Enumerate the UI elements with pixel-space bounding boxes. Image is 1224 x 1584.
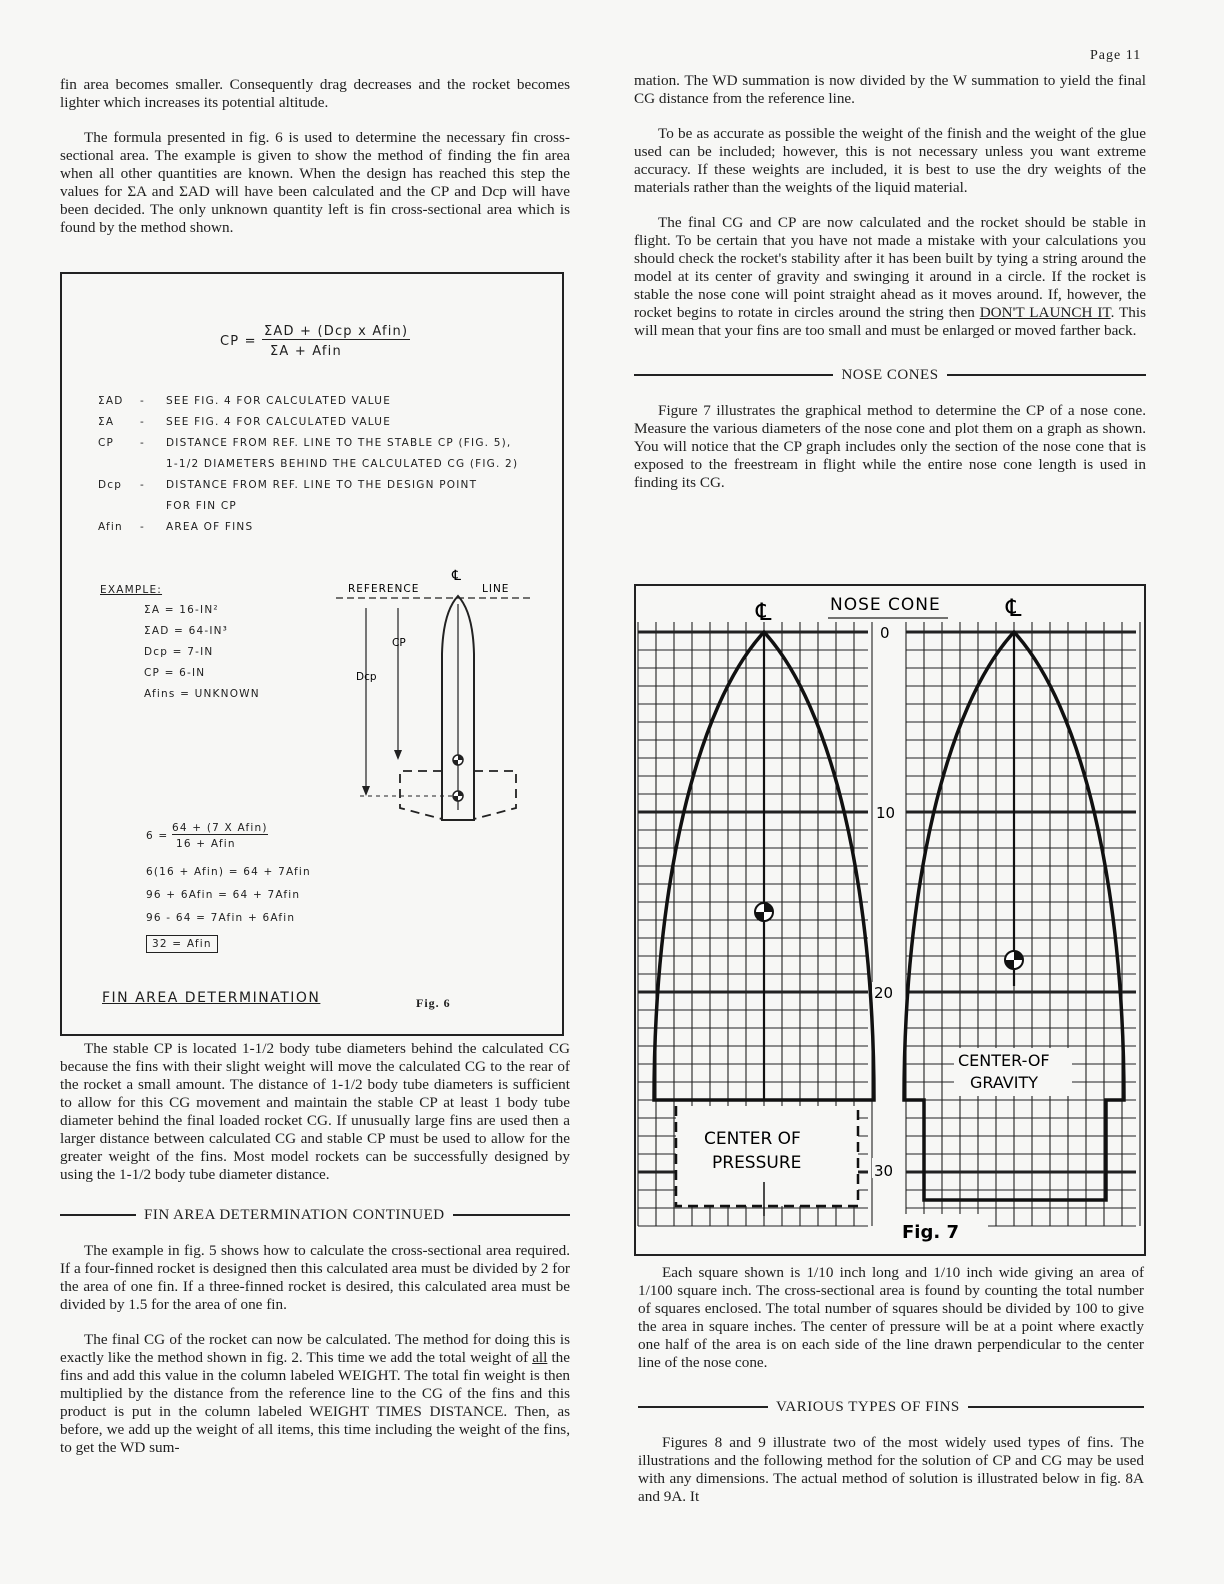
cg-label-line1: CENTER-OF	[958, 1051, 1050, 1070]
formula-numerator: ΣAD + (Dcp x Afin)	[264, 324, 409, 339]
centerline-symbol: ℄	[452, 568, 461, 584]
nose-cone-graph	[636, 586, 1144, 1254]
paragraph: To be as accurate as possible the weight of the finish and the weight of the glue used can be included; however, this is not necessary unless you want extreme accuracy. If these weights are included, it is best to use the dry weights of the materials rather than the weights of the liquid material.	[634, 125, 1146, 196]
definition-row: Dcp - DISTANCE FROM REF. LINE TO THE DESIGN POINT	[98, 478, 478, 491]
figure-6-label: Fig. 6	[416, 996, 451, 1010]
cp-dimension-label: CP	[392, 637, 406, 649]
formula-lhs: CP =	[220, 334, 257, 349]
nose-cone-title: NOSE CONE	[830, 595, 941, 615]
section-heading: NOSE CONES	[634, 366, 1146, 384]
answer-box: 32 = Afin	[146, 935, 218, 953]
definition-row: FOR FIN CP	[166, 499, 237, 512]
cg-label-line2: GRAVITY	[970, 1073, 1038, 1092]
figure-6-title: FIN AREA DETERMINATION	[102, 990, 321, 1006]
scale-label-30: 30	[874, 1162, 894, 1180]
cp-label-line1: CENTER OF	[704, 1129, 801, 1149]
definition-row: ΣA - SEE FIG. 4 FOR CALCULATED VALUE	[98, 415, 392, 428]
definition-row: ΣAD - SEE FIG. 4 FOR CALCULATED VALUE	[98, 394, 392, 407]
figure-7-label: Fig. 7	[902, 1222, 959, 1243]
right-column-top	[634, 72, 1146, 509]
paragraph: mation. The WD summation is now divided by the W summation to yield the final CG distance from the reference line.	[634, 72, 1146, 107]
section-heading: VARIOUS TYPES OF FINS	[638, 1398, 1144, 1416]
paragraph: The final CG and CP are now calculated and the rocket should be stable in flight. To be certain that you have not made a mistake with your calculations you should check the rocket's stability after it has been built by tying a string around the model at its center of gravity and swinging it around in a circle. If the rocket is stable the nose cone will point straight ahead as it moves around. If, however, the rocket begins to rotate in circles around the string then DON'T LAUNCH IT. This will mean that your fins are too small and must be enlarged or moved farther back.	[634, 214, 1146, 339]
scale-label-10: 10	[876, 804, 896, 822]
figure-6	[60, 272, 564, 1036]
page-number: Page 11	[1090, 48, 1142, 63]
equation-denominator: 16 + Afin	[176, 838, 236, 850]
example-values: ΣA = 16-IN² ΣAD = 64-IN³ Dcp = 7-IN CP = 6-IN Afins = UNKNOWN	[144, 604, 260, 700]
paragraph: The example in fig. 5 shows how to calculate the cross-sectional area required. If a four-finned rocket is designed then this calculated area must be divided by 2 for the area of one fin. If a three-finned rocket is desired, this calculated area must be divided by 1.5 for the area of one fin.	[60, 1242, 570, 1313]
right-column-bottom	[638, 1264, 1144, 1523]
cp-label-line2: PRESSURE	[712, 1153, 802, 1173]
paragraph: Each square shown is 1/10 inch long and 1/10 inch wide giving an area of 1/100 square inch. The cross-sectional area is found by counting the total number of squares enclosed. The total number of squares should be divided by 100 to give the area in square inches. The center of pressure will be at a point where exactly one half of the area is on each side of the line drawn perpendicular to the center line of the nose cone.	[638, 1264, 1144, 1371]
equation-lhs: 6 =	[146, 830, 169, 842]
figure-7	[634, 584, 1146, 1256]
centerline-symbol-left: ℄	[756, 598, 772, 626]
definition-row: CP - DISTANCE FROM REF. LINE TO THE STABLE CP (FIG. 5),	[98, 436, 512, 449]
equation-numerator: 64 + (7 X Afin)	[172, 822, 268, 834]
left-column-bottom	[60, 1040, 570, 1474]
paragraph: The stable CP is located 1-1/2 body tube diameters behind the calculated CG because the fins with their slight weight will move the calculated CG to the rear of the rocket a small amount. The distance of 1-1/2 body tube diameters is sufficient to allow for this CG movement and maintain the stable CP at least 1 body tube diameter behind the final loaded rocket CG. If unusually large fins are used then a larger distance between calculated CG and stable CP must be used to allow for the greater weight of the fins. Most model rockets can be successfully designed by using the 1-1/2 body tube diameter distance.	[60, 1040, 570, 1183]
section-heading: FIN AREA DETERMINATION CONTINUED	[60, 1206, 570, 1224]
scale-label-0: 0	[880, 624, 890, 642]
paragraph: The final CG of the rocket can now be calculated. The method for doing this is exactly like the method shown in fig. 2. This time we add the total weight of all the fins and add this value in the column labeled WEIGHT. The total fin weight is then multiplied by the distance from the reference line to the CG of the fins and this product is put in the column labeled WEIGHT TIMES DISTANCE. Then, as before, we add up the weight of all items, this time including the weight of the fins, to get the WD sum-	[60, 1331, 570, 1456]
definition-row: 1-1/2 DIAMETERS BEHIND THE CALCULATED CG (FIG. 2)	[166, 457, 519, 470]
dcp-dimension-label: Dcp	[356, 671, 377, 683]
paragraph: Figures 8 and 9 illustrate two of the most widely used types of fins. The illustrations and the following method for the solution of CP and CG may be used with any dimensions. The actual method of solution is illustrated below in fig. 8A and 9A. It	[638, 1434, 1144, 1505]
example-label: EXAMPLE:	[100, 584, 163, 596]
paragraph: The formula presented in fig. 6 is used to determine the necessary fin cross-sectional area. The example is given to show the method of finding the fin area when all other quantities are known. When the design has reached this step the values for ΣA and ΣAD will have been calculated and the CP and Dcp will have been decided. The only unknown quantity left is fin cross-sectional area which is found by the method shown.	[60, 129, 570, 236]
definitions	[98, 390, 518, 537]
definition-row: Afin - AREA OF FINS	[98, 520, 254, 533]
reference-label: REFERENCE	[348, 583, 420, 595]
rocket-diagram	[322, 564, 552, 824]
line-label: LINE	[482, 583, 510, 595]
paragraph: fin area becomes smaller. Consequently drag decreases and the rocket becomes lighter which increases its potential altitude.	[60, 76, 570, 111]
scale-label-20: 20	[874, 984, 894, 1002]
solution-steps: 6(16 + Afin) = 64 + 7Afin 96 + 6Afin = 64 + 7Afin 96 - 64 = 7Afin + 6Afin 32 = Afin	[146, 866, 311, 958]
left-column-top	[60, 76, 570, 254]
paragraph: Figure 7 illustrates the graphical method to determine the CP of a nose cone. Measure the various diameters of the nose cone and plot them on a graph as shown. You will notice that the CP graph includes only the section of the nose cone that is exposed to the freestream in flight while the entire nose cone length is used in finding its CG.	[634, 402, 1146, 491]
centerline-symbol-right: ℄	[1006, 594, 1022, 622]
formula-denominator: ΣA + Afin	[270, 344, 342, 359]
